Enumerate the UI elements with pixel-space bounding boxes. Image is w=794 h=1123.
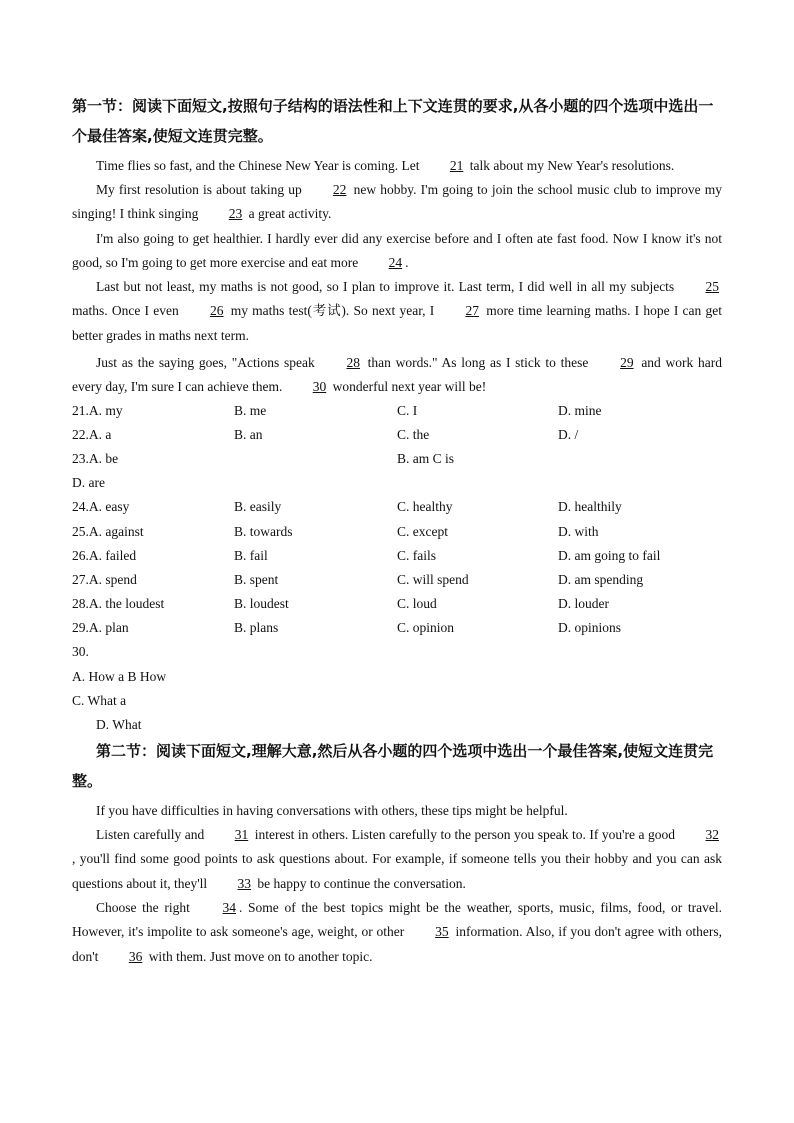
option-29-d[interactable]: D. opinions — [558, 620, 622, 635]
option-23-d[interactable]: D. are — [72, 475, 105, 490]
option-24-d[interactable]: D. healthily — [558, 499, 622, 514]
section1-paragraph-5: Just as the saying goes, "Actions speak 28 than words." As long as I stick to these 29 and work hard every day, I'm sure I can achieve them. 30 wonderful next year will be! — [72, 351, 722, 400]
blank-31: 31 — [234, 827, 249, 842]
option-23-a[interactable]: 23.A. be — [72, 451, 119, 466]
section1-paragraph-3: I'm also going to get healthier. I hardly ever did any exercise before and I often ate fast food. Now I know it's not good, so I'm going to get more exercise and eat more 24 . — [72, 227, 722, 276]
option-25-b[interactable]: B. towards — [234, 524, 293, 539]
option-24-a[interactable]: 24.A. easy — [72, 499, 130, 514]
blank-29: 29 — [620, 355, 634, 370]
section1-paragraph-4: Last but not least, my maths is not good, so I plan to improve it. Last term, I did well in all my subjects 25 maths. Once I even 26 my maths test(考试). So next year, I 27 more time learning maths. I hope I can get better grades in maths next term. — [72, 275, 722, 348]
option-26-c[interactable]: C. fails — [397, 548, 436, 563]
option-29-c[interactable]: C. opinion — [397, 620, 455, 635]
option-row-26 — [72, 544, 732, 568]
blank-34: 34 — [222, 900, 236, 915]
option-22-d[interactable]: D. / — [558, 427, 579, 442]
blank-22: 22 — [332, 182, 347, 197]
option-27-c[interactable]: C. will spend — [397, 572, 469, 587]
blank-32: 32 — [705, 827, 719, 842]
section2-paragraph-3: Choose the right 34 . Some of the best topics might be the weather, sports, music, films, food, or travel. However, it's impolite to ask someone's age, weight, or other 35 information. Also, if you don't agree with others, don't 36 with them. Just move on to another topic. — [72, 896, 722, 969]
section2-heading: 第二节：阅读下面短文,理解大意,然后从各小题的四个选项中选出一个最佳答案,使短文连贯完整。 — [72, 742, 714, 790]
option-22-c[interactable]: C. the — [397, 427, 430, 442]
option-25-a[interactable]: 25.A. against — [72, 524, 144, 539]
option-28-a[interactable]: 28.A. the loudest — [72, 596, 165, 611]
blank-26: 26 — [209, 303, 224, 319]
option-22-a[interactable]: 22.A. a — [72, 427, 112, 442]
blank-24: 24 — [388, 255, 403, 271]
option-row-21 — [72, 399, 732, 423]
section1-paragraph-2: My first resolution is about taking up 22 new hobby. I'm going to join the school music club to improve my singing! I think singing 23 a great activity. — [72, 178, 722, 227]
blank-25: 25 — [705, 279, 719, 294]
option-row-27 — [72, 568, 732, 592]
option-30-c[interactable]: C. What a — [72, 693, 127, 708]
option-29-a[interactable]: 29.A. plan — [72, 620, 129, 635]
option-30-a-b[interactable]: A. How a B How — [72, 669, 167, 684]
blank-27: 27 — [465, 303, 479, 319]
option-row-25 — [72, 520, 732, 544]
option-25-c[interactable]: C. except — [397, 524, 448, 539]
question-30-number: 30. — [72, 644, 89, 659]
blank-33: 33 — [237, 875, 252, 891]
option-23-b-c[interactable]: B. am C is — [397, 451, 455, 466]
option-21-b[interactable]: B. me — [234, 403, 267, 418]
option-28-c[interactable]: C. loud — [397, 596, 437, 611]
option-26-b[interactable]: B. fail — [234, 548, 268, 563]
option-row-24 — [72, 495, 732, 519]
option-row-22 — [72, 423, 732, 447]
section1-heading: 第一节：阅读下面短文,按照句子结构的语法性和上下文连贯的要求,从各小题的四个选项中选出一个最佳答案,使短文连贯完整。 — [72, 97, 714, 145]
option-24-c[interactable]: C. healthy — [397, 499, 453, 514]
option-row-23-d — [72, 471, 732, 495]
option-28-b[interactable]: B. loudest — [234, 596, 289, 611]
option-row-23 — [72, 447, 732, 471]
option-28-d[interactable]: D. louder — [558, 596, 609, 611]
option-21-a[interactable]: 21.A. my — [72, 403, 123, 418]
option-26-a[interactable]: 26.A. failed — [72, 548, 137, 563]
blank-21: 21 — [449, 158, 464, 173]
blank-35: 35 — [435, 924, 449, 940]
option-22-b[interactable]: B. an — [234, 427, 263, 442]
option-row-28 — [72, 592, 732, 616]
option-27-a[interactable]: 27.A. spend — [72, 572, 137, 587]
option-21-c[interactable]: C. I — [397, 403, 418, 418]
option-21-d[interactable]: D. mine — [558, 403, 602, 418]
blank-28: 28 — [346, 355, 360, 370]
section2-paragraph-1: If you have difficulties in having conversations with others, these tips might be helpful. — [96, 803, 568, 818]
blank-23: 23 — [228, 206, 243, 222]
section2-paragraph-2: Listen carefully and 31 interest in others. Listen carefully to the person you speak to. If you're a good 32, you'll find some good points to ask questions about. For example, if someone tells you their hobby and you can ask questions about it, they'll 33 be happy to continue the conversation. — [72, 823, 722, 896]
option-row-29 — [72, 616, 732, 640]
section1-paragraph-1: Time flies so fast, and the Chinese New Year is coming. Let 21 talk about my New Year's resolutions. — [72, 154, 722, 178]
blank-36: 36 — [128, 948, 143, 964]
blank-30: 30 — [312, 379, 327, 395]
option-30-d[interactable]: D. What — [96, 717, 142, 732]
option-26-d[interactable]: D. am going to fail — [558, 548, 661, 563]
option-29-b[interactable]: B. plans — [234, 620, 279, 635]
option-25-d[interactable]: D. with — [558, 524, 599, 539]
option-27-b[interactable]: B. spent — [234, 572, 279, 587]
option-24-b[interactable]: B. easily — [234, 499, 282, 514]
option-27-d[interactable]: D. am spending — [558, 572, 644, 587]
